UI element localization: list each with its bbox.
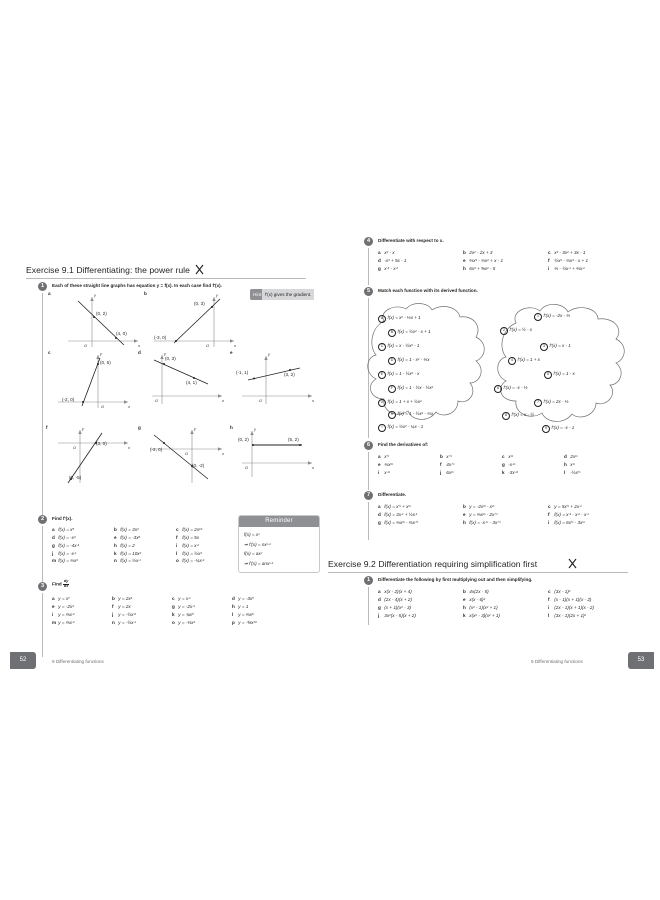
question-part: a $x^{\frac{1}{2}}$: [378, 454, 389, 460]
graph-1g-point-1: (-2, 0): [150, 447, 163, 452]
reminder-line: $f(x) = ax^n$: [244, 551, 263, 557]
graph-1h: [230, 425, 318, 485]
svg-text:y: y: [268, 351, 270, 357]
cloud-item: 8 f'(x) = x - ½: [502, 412, 534, 420]
right-page: [328, 225, 654, 680]
exercise-9-1-rule: [26, 278, 306, 279]
graph-label-b: b: [144, 291, 147, 296]
reminder-line: ⇒ $f'(x) = nx^{n-1}$: [244, 541, 271, 548]
graph-label-g: g: [138, 425, 141, 430]
question-part: c $y = 5x^{\frac{1}{2}} + 2x^{-1}$: [548, 504, 582, 510]
graph-1f-point-2: (0, -5): [69, 475, 82, 480]
graph-1e: [230, 350, 318, 410]
svg-text:x: x: [312, 465, 314, 470]
question-part: g $f(x) = \frac{1}{3}x^{\frac{2}{3}}$ - $\frac{2}{3}x^{-\frac{1}{2}}$: [378, 519, 419, 525]
svg-text:O: O: [245, 465, 249, 470]
question-part: b $y = 2x^4$: [112, 596, 133, 602]
question-part: l $-\frac{1}{2}x^{\frac{1}{2}}$: [564, 469, 581, 475]
graph-1h-point-2: (5, 2): [288, 437, 299, 442]
left-page-number: 52: [10, 652, 36, 669]
svg-text:y: y: [254, 426, 256, 432]
cloud-item: 4 f'(x) = 1 + x: [508, 357, 540, 365]
question-number-7: 7: [364, 491, 373, 500]
question-9-2-1-bar: [368, 587, 369, 625]
cloud-item: B $f(x) = \frac{1}{2}x^2 - x + 1$: [388, 329, 431, 337]
cloud-item: 3 f'(x) = x - 1: [540, 343, 571, 351]
question-part: g $x^{-3} - x^{-2}$: [378, 265, 399, 271]
svg-text:y: y: [100, 351, 102, 356]
question-part: a x(x - 2)(x + 4): [378, 589, 412, 594]
question-part: d $-x^4 + 5x - 1$: [378, 257, 407, 263]
graph-label-f: f: [46, 425, 48, 430]
question-part: d $y = -3x^5$: [232, 596, 254, 602]
svg-text:x: x: [128, 404, 130, 409]
graph-label-h: h: [230, 425, 233, 430]
question-part: h $f(x) = -x^{-\frac{3}{4}} - 3x^{-\frac{1}{2}}$: [463, 519, 501, 525]
question-part: f $4x^{-\frac{1}{2}}$: [440, 461, 455, 467]
right-footer: 9 Differentiating functions: [531, 659, 583, 664]
cloud-item: E $f(x) = 1 - \frac{1}{2}x^2 - x$: [378, 371, 419, 379]
question-part: a $y = x^7$: [52, 596, 70, 602]
svg-text:y: y: [82, 426, 84, 431]
svg-text:y: y: [194, 426, 196, 431]
question-7-parts: [378, 503, 633, 526]
question-part: g $(x + 1)(x^2 - 3)$: [378, 604, 412, 610]
graph-1a: [48, 291, 142, 349]
question-6-parts: [378, 453, 628, 476]
svg-text:y: y: [94, 292, 96, 298]
exercise-9-2-heading: Exercise 9.2 Differentiation requiring simplification first: [328, 559, 538, 569]
question-part: k $y = \frac{3}{4}x^5$: [172, 611, 194, 617]
question-part: h f(x) = 2: [114, 542, 135, 548]
svg-text:O: O: [206, 343, 210, 348]
question-part: m $y = \frac{2}{3}x^{-3}$: [52, 619, 75, 625]
svg-text:x: x: [222, 451, 224, 456]
graph-1h-point-1: (0, 2): [238, 437, 249, 442]
question-part: b $x^{-\frac{1}{2}}$: [440, 454, 452, 460]
question-number-5: 5: [364, 287, 373, 296]
question-4-stem: Differentiate with respect to x.: [378, 238, 444, 243]
x-marker-icon: [195, 264, 204, 274]
question-part: i $f(x) = 6x^{\frac{1}{2}} - 3x^{\frac{1}{3}}$: [548, 519, 585, 525]
hint-tag: Hint: [250, 289, 262, 300]
graph-1g: [138, 425, 228, 485]
question-number-3: 3: [38, 582, 47, 591]
question-part: b $f(x) = 3x^4$: [114, 527, 139, 533]
question-number-1: 1: [38, 282, 47, 291]
svg-text:O: O: [84, 343, 88, 348]
exercise-9-2-rule: [328, 572, 628, 573]
question-part: b 4x(2x - 5): [463, 589, 489, 594]
question-part: c (3x - 1)$^2$: [548, 589, 571, 595]
exercise-9-1-heading: Exercise 9.1 Differentiating: the power rule: [26, 265, 190, 275]
question-part: c $x^3 - 3x^2 + 3x - 1$: [548, 250, 586, 256]
question-part: a $f(x) = x^{\frac{1}{2}} + x^{\frac{1}{3}}$: [378, 504, 411, 510]
svg-text:x: x: [138, 343, 140, 348]
question-part: f $f(x) = x^{-3} - x^{-2} - x^{-1}$: [548, 511, 589, 517]
question-3-bar: [42, 593, 43, 657]
svg-text:y: y: [164, 351, 166, 356]
question-part: h $6x^3$ + $\frac{5}{8}x^2 - 5$: [463, 265, 496, 271]
question-part: f f(x) = 5x: [176, 534, 200, 540]
question-part: e $y = -2x^3$: [52, 603, 74, 609]
question-part: f y = 2x: [112, 603, 131, 609]
svg-text:O: O: [101, 404, 105, 409]
question-2-parts: [52, 526, 242, 565]
question-part: j $y = -\frac{1}{2}x^{-6}$: [112, 611, 137, 617]
question-1-stem: Each of these straight line graphs has equation y = f(x). In each case find f'(x).: [52, 283, 222, 288]
graph-1a-point-2: (4, 0): [116, 331, 127, 336]
question-6-bar: [368, 452, 369, 490]
graph-1c-point-1: (0, 6): [100, 360, 111, 365]
question-part: j $f(x) = -x^{-1}$: [52, 550, 77, 556]
left-page: [10, 225, 330, 680]
graph-label-e: e: [230, 350, 233, 355]
cloud-item: G $f(x) = 1 + x + \frac{1}{2}x^2$: [378, 399, 422, 407]
graph-1d: [138, 350, 228, 410]
question-part: d (2x - 4)(x + 2): [378, 596, 412, 602]
reminder-title: Reminder: [239, 516, 319, 527]
question-part: k $f(x) = 10x^2$: [114, 550, 142, 556]
question-part: g $f(x) = -4x^{-3}$: [52, 542, 80, 548]
question-part: j $3x^2(x - 5)(x + 2)$: [378, 612, 416, 618]
question-4-parts: [378, 249, 633, 272]
question-part: f $\frac{1}{2}x^4$ - $\frac{1}{3}x^3 - x + 1$: [548, 257, 588, 263]
svg-text:O: O: [259, 398, 263, 403]
question-part: f (x - 1)(x + 1)(x - 2): [548, 596, 592, 602]
graph-1f: [46, 425, 134, 485]
question-part: c $y = x^{-1}$: [172, 596, 191, 602]
graph-label-a: a: [48, 291, 51, 296]
question-part: i (2x - 1)(x + 1)(x - 2): [548, 604, 594, 610]
cloud-item: H $f(x) = 1 - \frac{1}{2}x^2$ - ⅓x: [388, 411, 433, 419]
question-1-bar: [42, 293, 43, 518]
question-9-2-1-parts: [378, 588, 633, 619]
question-5-stem: Match each function with its derived function.: [378, 288, 478, 293]
graph-1f-point-1: (3, 0): [96, 441, 107, 446]
question-number-9-2-1: 1: [364, 576, 373, 585]
question-part: e x(x - 6)$^2$: [463, 596, 486, 602]
svg-text:y: y: [216, 292, 218, 298]
reminder-line: ⇒ f'(x) = anx$^{n-1}$: [244, 560, 274, 566]
question-3-parts: [52, 595, 302, 626]
question-part: l $f(x) = \frac{1}{2}x^4$: [176, 550, 202, 556]
question-part: i $x^{-\frac{1}{3}}$: [378, 469, 390, 475]
question-part: e $\frac{2}{3}x^3$ - $\frac{1}{3}x^2 + x - 1$: [463, 257, 503, 263]
cloud-item: F f(x) = 1 - ½x - $\frac{1}{2}x^2$: [388, 385, 433, 393]
graph-1d-point-1: (0, 3): [165, 356, 176, 361]
question-part: p $y = -\frac{5}{8}x^{10}$: [232, 619, 257, 625]
cloud-item: 7 f'(x) = 2x - ⅓: [534, 399, 569, 407]
question-part: c $f(x) = 2x^{10}$: [176, 527, 203, 533]
question-number-2: 2: [38, 515, 47, 524]
question-part: h y = 1: [232, 603, 249, 609]
question-part: j $6x^{\frac{2}{3}}$: [440, 469, 454, 475]
reminder-lines: [239, 527, 319, 572]
question-3-stem: Find $\frac{dy}{dx}$: [52, 579, 69, 588]
x-marker-icon-2: [568, 558, 577, 568]
question-part: d $f(x) = 3x^{-1}$ + $\frac{1}{2}x^{-1}$: [378, 511, 418, 517]
cloud-item: 2 f'(x) = ½ - x: [500, 327, 532, 335]
graph-1c-point-2: (-2, 0): [62, 397, 75, 402]
question-6-stem: Find the derivatives of:: [378, 442, 429, 447]
hint-box: [250, 289, 318, 300]
question-7-bar: [368, 502, 369, 540]
question-part: n $f(x) = \frac{1}{2}x^{-1}$: [114, 558, 141, 564]
question-part: a $x^2$ - x: [378, 250, 395, 256]
question-part: i ⅓ - $\frac{1}{2}x^{-1}$ + $\frac{2}{3}x^{-2}$: [548, 265, 585, 271]
question-part: o $f(x) = -\frac{1}{4}x^{-4}$: [176, 558, 205, 564]
graph-1e-point-1: (-1, 1): [236, 370, 249, 375]
graph-1c: [48, 350, 134, 410]
question-number-6: 6: [364, 441, 373, 450]
question-part: a $f(x) = x^5$: [52, 527, 75, 533]
question-2-bar: [42, 526, 43, 582]
graph-label-c: c: [48, 350, 51, 355]
svg-text:x: x: [222, 398, 224, 403]
question-part: l $y = \frac{2}{3}x^6$: [232, 611, 254, 617]
question-part: k $x(x^2 - 3)(x^2 + 1)$: [463, 612, 500, 618]
svg-text:O: O: [155, 398, 159, 403]
question-number-4: 4: [364, 237, 373, 246]
svg-text:O: O: [185, 451, 189, 456]
question-part: c $x^{\frac{1}{3}}$: [502, 454, 513, 460]
right-page-number: 53: [628, 652, 654, 669]
graph-1g-point-2: (0, -2): [192, 463, 205, 468]
svg-text:x: x: [128, 445, 130, 450]
svg-text:x: x: [234, 343, 236, 348]
question-7-stem: Differentiate.: [378, 492, 407, 497]
question-part: e $\frac{1}{3}x^{\frac{2}{3}}$: [378, 461, 393, 467]
graph-1b-point-2: (-3, 0): [154, 335, 167, 340]
graph-1a-point-1: (0, 2): [96, 311, 107, 316]
question-part: k $-3x^{-\frac{2}{3}}$: [502, 469, 518, 475]
svg-text:O: O: [73, 445, 77, 450]
question-part: d $2x^{\frac{1}{3}}$: [564, 454, 578, 460]
reminder-box: [238, 515, 320, 573]
question-part: l $(3x - 1)(2x + 1)^2$: [548, 612, 587, 618]
graph-label-d: d: [138, 350, 141, 355]
graph-1d-point-2: (4, 1): [186, 380, 197, 385]
cloud-item: 9 f'(x) = -x - 1: [542, 425, 574, 433]
question-4-bar: [368, 248, 369, 285]
question-2-stem: Find f'(x).: [52, 516, 73, 521]
question-part: g $-x^{-\frac{1}{3}}$: [502, 461, 516, 467]
cloud-functions: [358, 299, 498, 439]
graph-1b-point-1: (0, 3): [194, 301, 205, 306]
question-part: i $y = \frac{2}{3}x^{-3}$: [52, 611, 75, 617]
reminder-line: $f(x) = x^n$: [244, 532, 260, 538]
cloud-item: A $f(x) = x^2$ - ⅓x + 1: [378, 315, 421, 323]
question-part: h $x^{\frac{3}{4}}$: [564, 461, 575, 467]
question-part: h $(x^2 - 1)(x^2 + 1)$: [463, 604, 498, 610]
graph-1b: [144, 291, 238, 349]
question-part: e $y = \frac{2}{3}x^{\frac{2}{3}} - 2x^{-\frac{1}{2}}$: [463, 511, 498, 517]
svg-text:x: x: [312, 398, 314, 403]
cloud-item: D $f(x) = 1 - x^2$ - ⅓x: [388, 357, 429, 365]
question-part: b $y = -2x^{\frac{2}{3}} - x^{\frac{1}{3}}$: [463, 504, 495, 510]
question-part: o $y = -\frac{1}{3}x^4$: [172, 619, 196, 625]
cloud-derived-functions: [486, 299, 632, 439]
cloud-item: 6 f'(x) = -x - ⅓: [494, 385, 528, 393]
question-part: d $f(x) = -x^4$: [52, 534, 76, 540]
question-part: m $f(x) = \frac{1}{3}x^3$: [52, 558, 78, 564]
question-part: i $f(x) = x^{-2}$: [176, 542, 199, 548]
graph-1e-point-2: (3, 2): [284, 372, 295, 377]
question-part: e $f(x) = -3x^6$: [114, 534, 141, 540]
cloud-item: 5 f'(x) = 1 - x: [544, 371, 575, 379]
cloud-item: I $f(x) = \frac{1}{2}x^2$ - ¼x - 1: [378, 424, 423, 432]
question-part: n $y = -\frac{1}{2}x^{-1}$: [112, 619, 137, 625]
left-footer: 9 Differentiating functions: [52, 659, 104, 664]
cloud-item: C $f(x) = x - \frac{1}{2}x^2 - 1$: [378, 343, 419, 351]
question-part: g $y = -2x^{-4}$: [172, 603, 195, 609]
cloud-item: 1 f'(x) = -2x - ⅓: [534, 313, 570, 321]
hint-text: f'(x) gives the gradient.: [262, 289, 314, 300]
question-9-2-1-stem: Differentiate the following by first multiplying out and then simplifying.: [378, 577, 533, 582]
question-part: b $2x^2 - 2x + 3$: [463, 250, 493, 256]
